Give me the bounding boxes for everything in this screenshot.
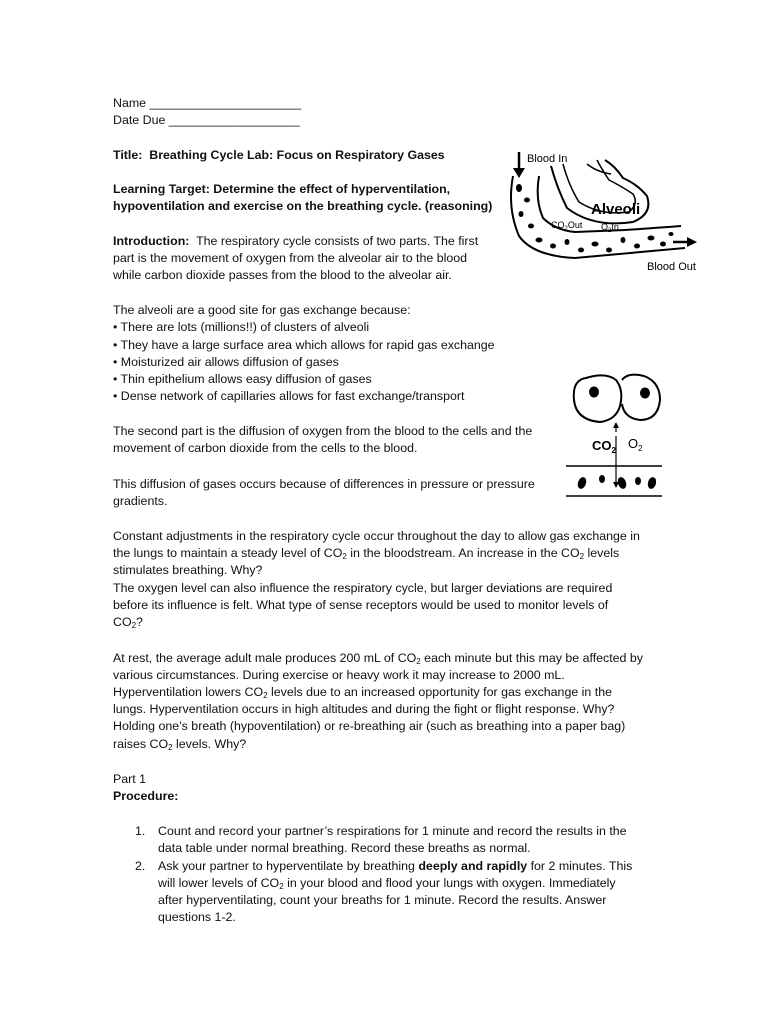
cell-gas-exchange-diagram [566, 370, 662, 502]
blood-cell [669, 232, 674, 236]
blood-out-arrowhead [687, 237, 697, 247]
adjustments-line-3: stimulates breathing. Why? [113, 563, 263, 577]
exchange-arrowhead-up [613, 422, 619, 428]
blood-cell [592, 242, 599, 247]
introduction-label: Introduction: [113, 234, 190, 248]
adjustments-line-6: $CO_2$? [113, 615, 143, 630]
blood-cell [599, 475, 605, 483]
blood-cell [606, 248, 612, 253]
title-label: Title: [113, 148, 143, 162]
co2-label: $CO_2$ [592, 438, 616, 455]
rest-line-2: various circumstances. During exercise or heavy work it may increase to 2000 mL. [113, 668, 565, 682]
date-due-line: Date Due ___________________ [113, 113, 300, 127]
blood-cell [519, 211, 524, 217]
blood-cell [621, 237, 626, 243]
introduction-text-1: The respiratory cycle consists of two parts. The first [196, 234, 479, 248]
learning-target-line-2: hypoventilation and exercise on the breathing cycle. (reasoning) [113, 199, 493, 213]
blood-cell [648, 236, 655, 241]
introduction-line-3: while carbon dioxide passes from the blood to the alveolar air. [113, 268, 452, 282]
adjustments-line-5: before its influence is felt. What type of sense receptors would be used to monitor levels of [113, 598, 609, 612]
rest-line-3: Hyperventilation lowers $CO_2$ levels due to an increased opportunity for gas exchange in the [113, 685, 612, 700]
bullet-item: • Dense network of capillaries allows for fast exchange/transport [113, 389, 465, 403]
document-page: Name ______________________ Date Due ___________________ Title: Breathing Cycle Lab: Focus on Respiratory Gases Learning Target: Determine the effect of hyperventilation, hypoventilation and exercise on the breathing cycle. (reasoning) Introduction: The respiratory cycle consists of two parts. The first part is the movement of oxygen from the alveolar air to the blood while carbon dioxide passes from the blood to the alveolar air. The alveoli are a good site for gas exchange because: • There are lots (millions!!) of clusters of alveoli • They have a large surface area which allows for rapid gas exchange • Moisturized air allows diffusion of gases • Thin epithelium allows easy diffusion of gases • Dense network of capillaries allows for fast exchange/transport The second part is the diffusion of oxygen from the blood to the cells and the movement of carbon dioxide from the cells to the blood. This diffusion of gases occurs because of differences in pressure or pressure gradients. Constant adjustments in the respiratory cycle occur throughout the day to allow gas exchange in the lungs to maintain a steady level of $CO_2$ in the bloodstream. An increase in the $CO_2$ levels stimulates breathing. Why? The oxygen level can also influence the respiratory cycle, but larger deviations are required before its influence is felt. What type of sense receptors would be used to monitor levels of $CO_2$? At rest, the average adult male produces 200 mL of $CO_2$ each minute but this may be affected by various circumstances. During exercise or heavy work it may increase to 2000 mL. Hyperventilation lowers $CO_2$ levels due to an increased opportunity for gas exchange in the lungs. Hyperventilation occurs in high altitudes and during the fight or flight response. Why? Holding one’s breath (hypoventilation) or re-breathing air (such as breathing into a paper bag) raises $CO_2$ levels. Why? Part 1 Procedure: 1. Count and record your partner’s respirations for 1 minute and record the results in the data table under normal breathing. Record these breaths as normal. 2. Ask your partner to hyperventilate by breathing deeply and rapidly for 2 minutes. This will lower levels of $CO_2$ in your blood and flood your lungs with oxygen. Immediately after hyperventilating, count your breaths for 1 minute. Record the results. Answer questions 1-2. Blood In Alveoli $CO_2Out$ $O_2In$ Blood Out $CO_2$ $O_2$ [0, 0, 770, 1024]
second-part-line-1: The second part is the diffusion of oxygen from the blood to the cells and the [113, 424, 533, 438]
diffusion-line-1: This diffusion of gases occurs because of differences in pressure or pressure [113, 477, 535, 491]
procedure-heading: Procedure: [113, 789, 179, 803]
blood-cell [578, 248, 584, 253]
cell-nucleus [640, 388, 650, 399]
blood-cell [576, 476, 588, 490]
blood-cell [550, 244, 556, 249]
co2-out-label: $CO_2Out$ [551, 220, 583, 232]
alveoli-diagram [505, 148, 705, 280]
blood-cell [565, 239, 570, 245]
body-cell-right [622, 375, 660, 420]
step-number: 1. [135, 824, 146, 838]
blood-cell [524, 198, 530, 203]
introduction-line-2: part is the movement of oxygen from the alveolar air to the blood [113, 251, 468, 265]
blood-cell [660, 242, 666, 247]
adjustments-line-1: Constant adjustments in the respiratory cycle occur throughout the day to allow gas exchange in [113, 529, 640, 543]
adjustments-line-4: The oxygen level can also influence the respiratory cycle, but larger deviations are required [113, 581, 613, 595]
bullet-item: • Moisturized air allows diffusion of gases [113, 355, 339, 369]
learning-target-line-1: Learning Target: Determine the effect of hyperventilation, [113, 182, 451, 196]
bullet-item: • They have a large surface area which allows for rapid gas exchange [113, 338, 495, 352]
blood-cells [516, 184, 674, 253]
blood-cell [634, 244, 640, 249]
body-cell-left [574, 375, 622, 422]
o2-label: $O_2$ [628, 436, 643, 453]
blood-cell [536, 238, 543, 243]
blood-cell [647, 476, 658, 490]
step-number: 2. [135, 859, 146, 873]
blood-cell [635, 477, 641, 485]
blood-cell [616, 476, 628, 490]
rest-line-5: Holding one’s breath (hypoventilation) or re-breathing air (such as breathing into a paper bag) [113, 719, 626, 733]
cell-nucleus [589, 387, 599, 398]
blood-out-label: Blood Out [647, 261, 696, 273]
rest-line-4: lungs. Hyperventilation occurs in high altitudes and during the fight or flight response. Why? [113, 702, 615, 716]
diffusion-line-2: gradients. [113, 494, 168, 508]
bullet-item: • Thin epithelium allows easy diffusion of gases [113, 372, 372, 386]
o2-in-label: $O_2In$ [601, 222, 619, 234]
blood-cell [528, 224, 534, 229]
rest-line-6: raises $CO_2$ levels. Why? [113, 737, 247, 752]
blood-in-arrowhead [513, 168, 525, 178]
blood-cell [516, 184, 522, 192]
part-1-heading: Part 1 [113, 772, 147, 786]
alveoli-intro: The alveoli are a good site for gas exchange because: [113, 303, 411, 317]
alveolus-fold [587, 164, 611, 174]
bullet-item: • There are lots (millions!!) of clusters of alveoli [113, 320, 370, 334]
name-line: Name ______________________ [113, 96, 302, 110]
adjustments-line-2: the lungs to maintain a steady level of $CO_2$ in the bloodstream. An increase in the $CO_2$ levels [113, 546, 620, 561]
blood-in-label: Blood In [527, 153, 568, 165]
title-text: Breathing Cycle Lab: Focus on Respiratory Gases [149, 148, 445, 162]
introduction-line-1 [113, 233, 478, 250]
title-line [113, 147, 445, 164]
second-part-line-2: movement of carbon dioxide from the cells to the blood. [113, 441, 418, 455]
alveoli-label: Alveoli [591, 201, 641, 218]
rest-line-1: At rest, the average adult male produces 200 mL of $CO_2$ each minute but this may be affected by [113, 651, 643, 666]
